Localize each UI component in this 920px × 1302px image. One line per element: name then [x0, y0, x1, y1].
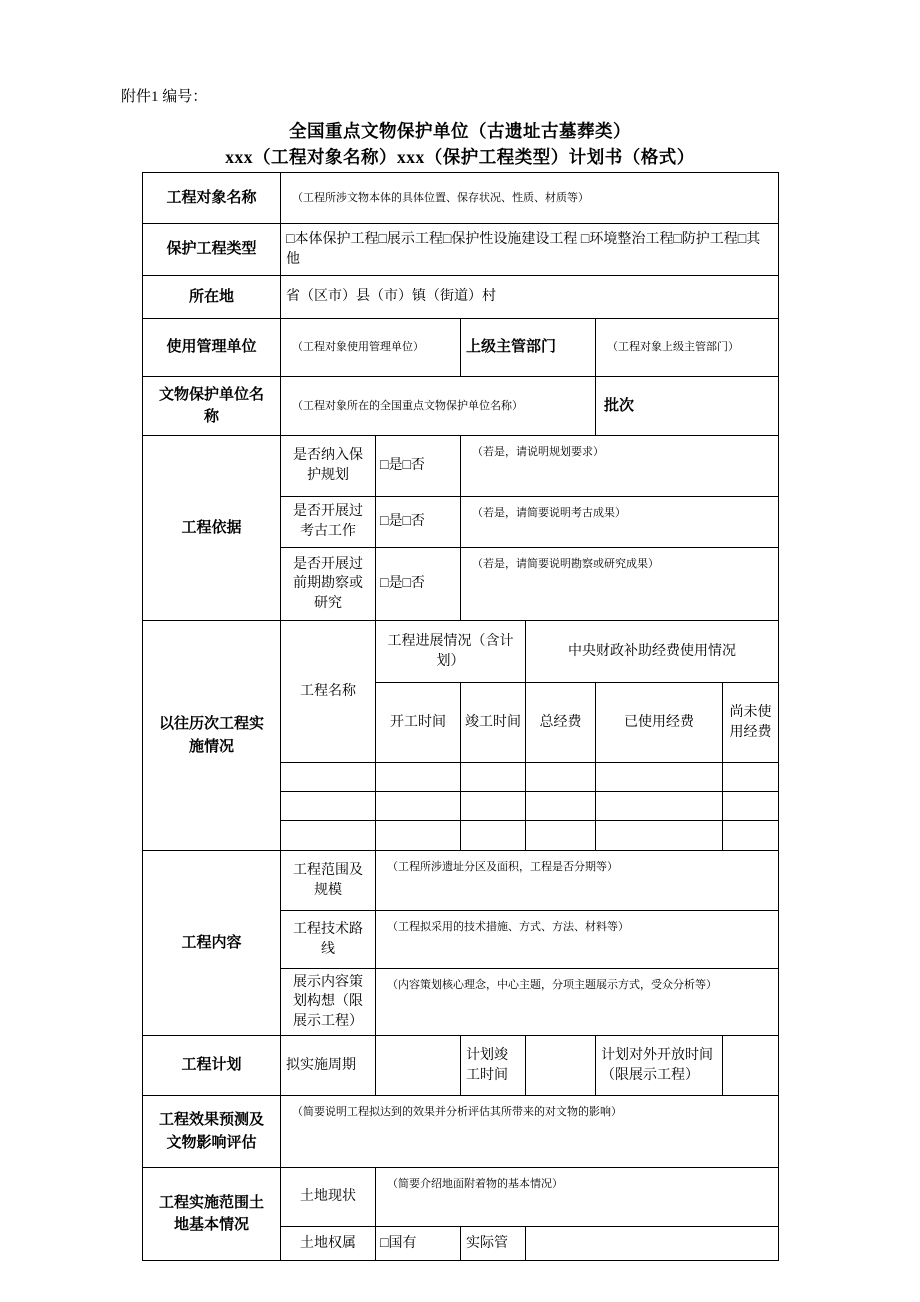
basis-question-2: 是否开展过考古工作: [281, 497, 376, 548]
management-unit-label: 使用管理单位: [143, 319, 281, 377]
effect-field[interactable]: （简要说明工程拟达到的效果并分析评估其所带来的对文物的影响）: [281, 1096, 779, 1168]
batch-label: 批次: [596, 377, 779, 436]
management-unit-field[interactable]: （工程对象使用管理单位）: [281, 319, 461, 377]
plan-label: 工程计划: [143, 1036, 281, 1096]
effect-label: 工程效果预测及文物影响评估: [143, 1096, 281, 1168]
basis-question-3: 是否开展过前期勘察或研究: [281, 548, 376, 621]
history-total-header: 总经费: [526, 683, 596, 763]
history-cell-used-2[interactable]: [596, 792, 723, 821]
form-table: [142, 172, 779, 1261]
plan-finish-field[interactable]: [526, 1036, 596, 1096]
content-field-3[interactable]: （内容策划核心理念，中心主题，分项主题展示方式，受众分析等）: [376, 969, 779, 1036]
heritage-unit-field[interactable]: （工程对象所在的全国重点文物保护单位名称）: [281, 377, 596, 436]
basis-question-1: 是否纳入保护规划: [281, 436, 376, 497]
history-cell-project-2[interactable]: [281, 792, 376, 821]
history-progress-header: 工程进展情况（含计划）: [376, 621, 526, 683]
land-status-field[interactable]: （简要介绍地面附着物的基本情况）: [376, 1168, 779, 1227]
land-label: 工程实施范围土地基本情况: [143, 1168, 281, 1261]
history-cell-project-1[interactable]: [281, 763, 376, 792]
history-cell-total-2[interactable]: [526, 792, 596, 821]
land-actual-label: 实际管: [461, 1227, 526, 1261]
plan-period-field[interactable]: [376, 1036, 461, 1096]
title-block: [0, 118, 920, 170]
history-finish-header: 竣工时间: [461, 683, 526, 763]
land-status-label: 土地现状: [281, 1168, 376, 1227]
object-name-field[interactable]: （工程所涉文物本体的具体位置、保存状况、性质、材质等）: [281, 173, 779, 224]
content-item-2: 工程技术路线: [281, 911, 376, 969]
plan-finish-label: 计划竣工时间: [461, 1036, 526, 1096]
history-project-name-header: 工程名称: [281, 621, 376, 763]
history-cell-used-3[interactable]: [596, 821, 723, 851]
history-cell-unused-2[interactable]: [723, 792, 779, 821]
history-cell-total-1[interactable]: [526, 763, 596, 792]
content-item-3: 展示内容策划构想（限展示工程）: [281, 969, 376, 1036]
plan-open-label: 计划对外开放时间（限展示工程）: [596, 1036, 723, 1096]
history-cell-finish-2[interactable]: [461, 792, 526, 821]
row-effect: [143, 1096, 779, 1168]
row-plan: [143, 1036, 779, 1096]
content-field-1[interactable]: （工程所涉遗址分区及面积，工程是否分期等）: [376, 851, 779, 911]
superior-dept-label: 上级主管部门: [461, 319, 596, 377]
history-cell-project-3[interactable]: [281, 821, 376, 851]
basis-field-1[interactable]: （若是，请说明规划要求）: [461, 436, 779, 497]
content-label: 工程内容: [143, 851, 281, 1036]
row-object-name: [143, 173, 779, 224]
basis-field-3[interactable]: （若是，请简要说明勘察或研究成果）: [461, 548, 779, 621]
row-heritage-unit: [143, 377, 779, 436]
row-location: [143, 276, 779, 319]
basis-checkboxes-2[interactable]: □是□否: [376, 497, 461, 548]
history-unused-header: 尚未使用经费: [723, 683, 779, 763]
history-label: 以往历次工程实施情况: [143, 621, 281, 851]
history-used-header: 已使用经费: [596, 683, 723, 763]
protection-type-label: 保护工程类型: [143, 224, 281, 276]
row-protection-type: [143, 224, 779, 276]
doc-subtitle: xxx（工程对象名称）xxx（保护工程类型）计划书（格式）: [225, 147, 695, 167]
location-field[interactable]: 省（区市）县（市）镇（街道）村: [281, 276, 779, 319]
history-cell-total-3[interactable]: [526, 821, 596, 851]
plan-period-label: 拟实施周期: [281, 1036, 376, 1096]
history-cell-start-1[interactable]: [376, 763, 461, 792]
attachment-label: 附件1 编号：: [121, 89, 208, 105]
land-ownership-label: 土地权属: [281, 1227, 376, 1261]
land-actual-field[interactable]: [526, 1227, 779, 1261]
basis-checkboxes-1[interactable]: □是□否: [376, 436, 461, 497]
doc-title: 全国重点文物保护单位（古遗址古墓葬类）: [289, 121, 631, 141]
history-cell-used-1[interactable]: [596, 763, 723, 792]
row-management-unit: [143, 319, 779, 377]
location-label: 所在地: [143, 276, 281, 319]
object-name-label: 工程对象名称: [143, 173, 281, 224]
row-basis-1: [143, 436, 779, 497]
row-history-header-1: [143, 621, 779, 683]
row-content-1: [143, 851, 779, 911]
basis-checkboxes-3[interactable]: □是□否: [376, 548, 461, 621]
plan-open-field[interactable]: [723, 1036, 779, 1096]
history-cell-start-2[interactable]: [376, 792, 461, 821]
history-cell-finish-1[interactable]: [461, 763, 526, 792]
row-land-status: [143, 1168, 779, 1227]
heritage-unit-label: 文物保护单位名称: [143, 377, 281, 436]
content-field-2[interactable]: （工程拟采用的技术措施、方式、方法、材料等）: [376, 911, 779, 969]
land-ownership-checkbox[interactable]: □国有: [376, 1227, 461, 1261]
history-cell-finish-3[interactable]: [461, 821, 526, 851]
history-subsidy-header: 中央财政补助经费使用情况: [526, 621, 779, 683]
history-start-header: 开工时间: [376, 683, 461, 763]
superior-dept-field[interactable]: （工程对象上级主管部门）: [596, 319, 779, 377]
history-cell-start-3[interactable]: [376, 821, 461, 851]
basis-label: 工程依据: [143, 436, 281, 621]
history-cell-unused-1[interactable]: [723, 763, 779, 792]
history-cell-unused-3[interactable]: [723, 821, 779, 851]
protection-type-options[interactable]: □本体保护工程□展示工程□保护性设施建设工程 □环境整治工程□防护工程□其他: [281, 224, 779, 276]
content-item-1: 工程范围及规模: [281, 851, 376, 911]
basis-field-2[interactable]: （若是，请简要说明考古成果）: [461, 497, 779, 548]
